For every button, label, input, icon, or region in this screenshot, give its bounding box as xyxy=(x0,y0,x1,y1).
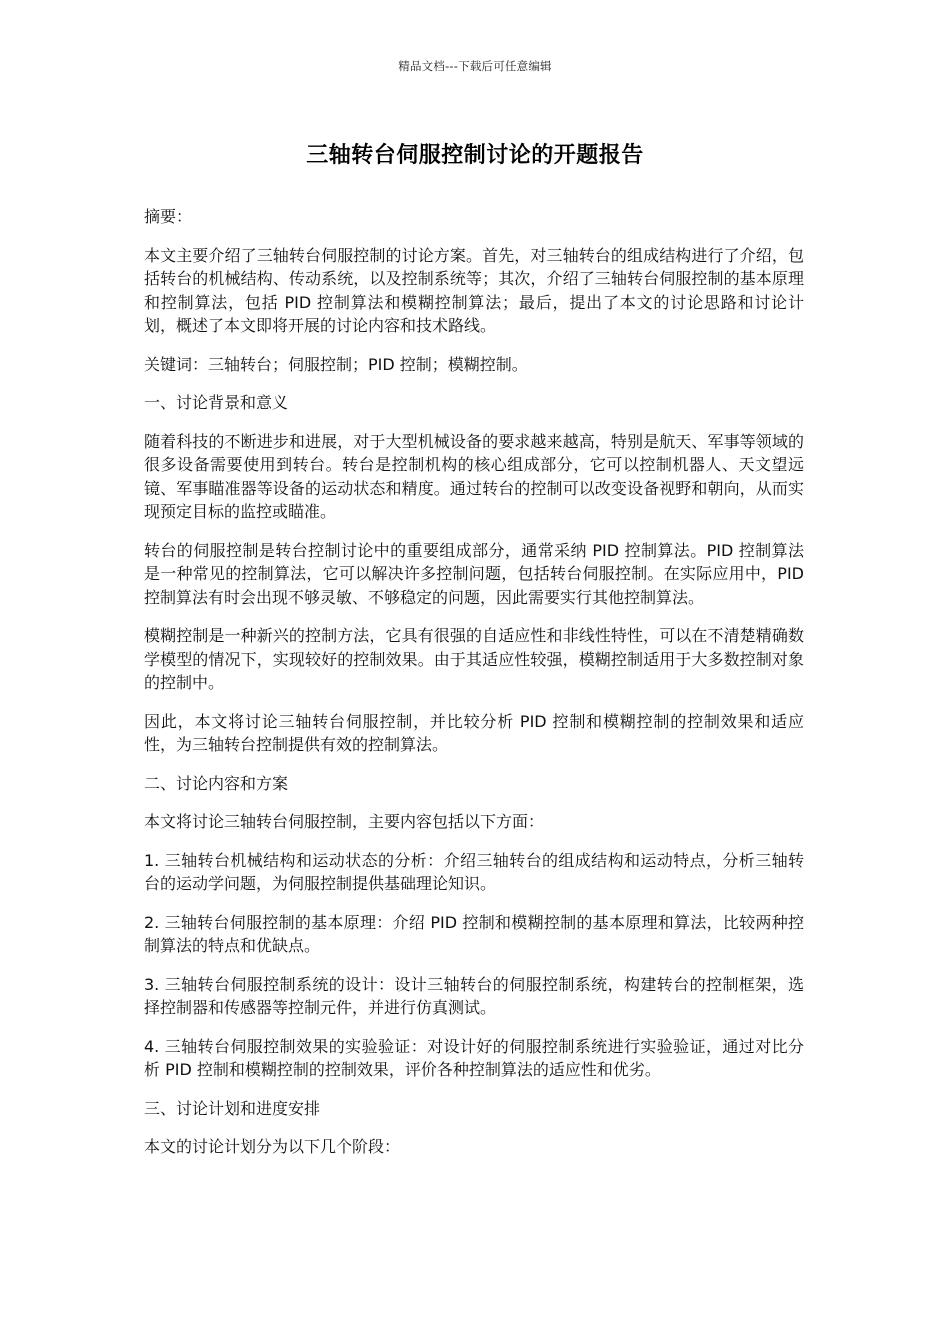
abstract-label: 摘要： xyxy=(144,207,193,226)
background-paragraph-4: 因此，本文将讨论三轴转台伺服控制，并比较分析 PID 控制和模糊控制的控制效果和适应性，为三轴转台控制提供有效的控制算法。 xyxy=(144,711,804,754)
content-intro-paragraph: 本文将讨论三轴转台伺服控制，主要内容包括以下方面： xyxy=(144,812,545,831)
background-paragraph-2: 转台的伺服控制是转台控制讨论中的重要组成部分，通常采纳 PID 控制算法。PID 控制算法是一种常见的控制算法，它可以解决许多控制问题，包括转台伺服控制。在实际应用中，PID 控制算法有时会出现不够灵敏、不够稳定的问题，因此需要实行其他控制算法。 xyxy=(144,540,804,607)
abstract-paragraph: 本文主要介绍了三轴转台伺服控制的讨论方案。首先，对三轴转台的组成结构进行了介绍，包括转台的机械结构、传动系统，以及控制系统等；其次，介绍了三轴转台伺服控制的基本原理和控制算法，包括 PID 控制算法和模糊控制算法；最后，提出了本文的讨论思路和讨论计划，概述了本文即将开展的讨论内容和技术路线。 xyxy=(144,245,804,335)
document-title: 三轴转台伺服控制讨论的开题报告 xyxy=(306,143,644,168)
keywords-line: 关键词：三轴转台；伺服控制；PID 控制；模糊控制。 xyxy=(144,354,528,374)
document-body xyxy=(144,205,804,1174)
plan-intro-paragraph: 本文的讨论计划分为以下几个阶段： xyxy=(144,1137,401,1156)
background-paragraph-1: 随着科技的不断进步和进展，对于大型机械设备的要求越来越高，特别是航天、军事等领域的很多设备需要使用到转台。转台是控制机构的核心组成部分，它可以控制机器人、天文望远镜、军事瞄准器等设备的运动状态和精度。通过转台的控制可以改变设备视野和朝向，从而实现预定目标的监控或瞄准。 xyxy=(144,431,804,521)
section-heading-content: 二、讨论内容和方案 xyxy=(144,773,289,793)
content-item-4: 4. 三轴转台伺服控制效果的实验验证：对设计好的伺服控制系统进行实验验证，通过对比分析 PID 控制和模糊控制的控制效果，评价各种控制算法的适应性和优劣。 xyxy=(144,1036,804,1079)
content-item-1: 1. 三轴转台机械结构和运动状态的分析：介绍三轴转台的组成结构和运动特点，分析三轴转台的运动学问题，为伺服控制提供基础理论知识。 xyxy=(144,850,804,893)
section-heading-background: 一、讨论背景和意义 xyxy=(144,393,289,412)
content-item-2: 2. 三轴转台伺服控制的基本原理：介绍 PID 控制和模糊控制的基本原理和算法，比较两种控制算法的特点和优缺点。 xyxy=(144,912,804,955)
content-item-3: 3. 三轴转台伺服控制系统的设计：设计三轴转台的伺服控制系统，构建转台的控制框架，选择控制器和传感器等控制元件，并进行仿真测试。 xyxy=(144,974,804,1017)
section-heading-plan: 三、讨论计划和进度安排 xyxy=(144,1098,321,1118)
page-header: 精品文档---下载后可任意编辑 xyxy=(398,59,552,73)
background-paragraph-3: 模糊控制是一种新兴的控制方法，它具有很强的自适应性和非线性特性，可以在不清楚精确数学模型的情况下，实现较好的控制效果。由于其适应性较强，模糊控制适用于大多数控制对象的控制中。 xyxy=(144,626,804,692)
